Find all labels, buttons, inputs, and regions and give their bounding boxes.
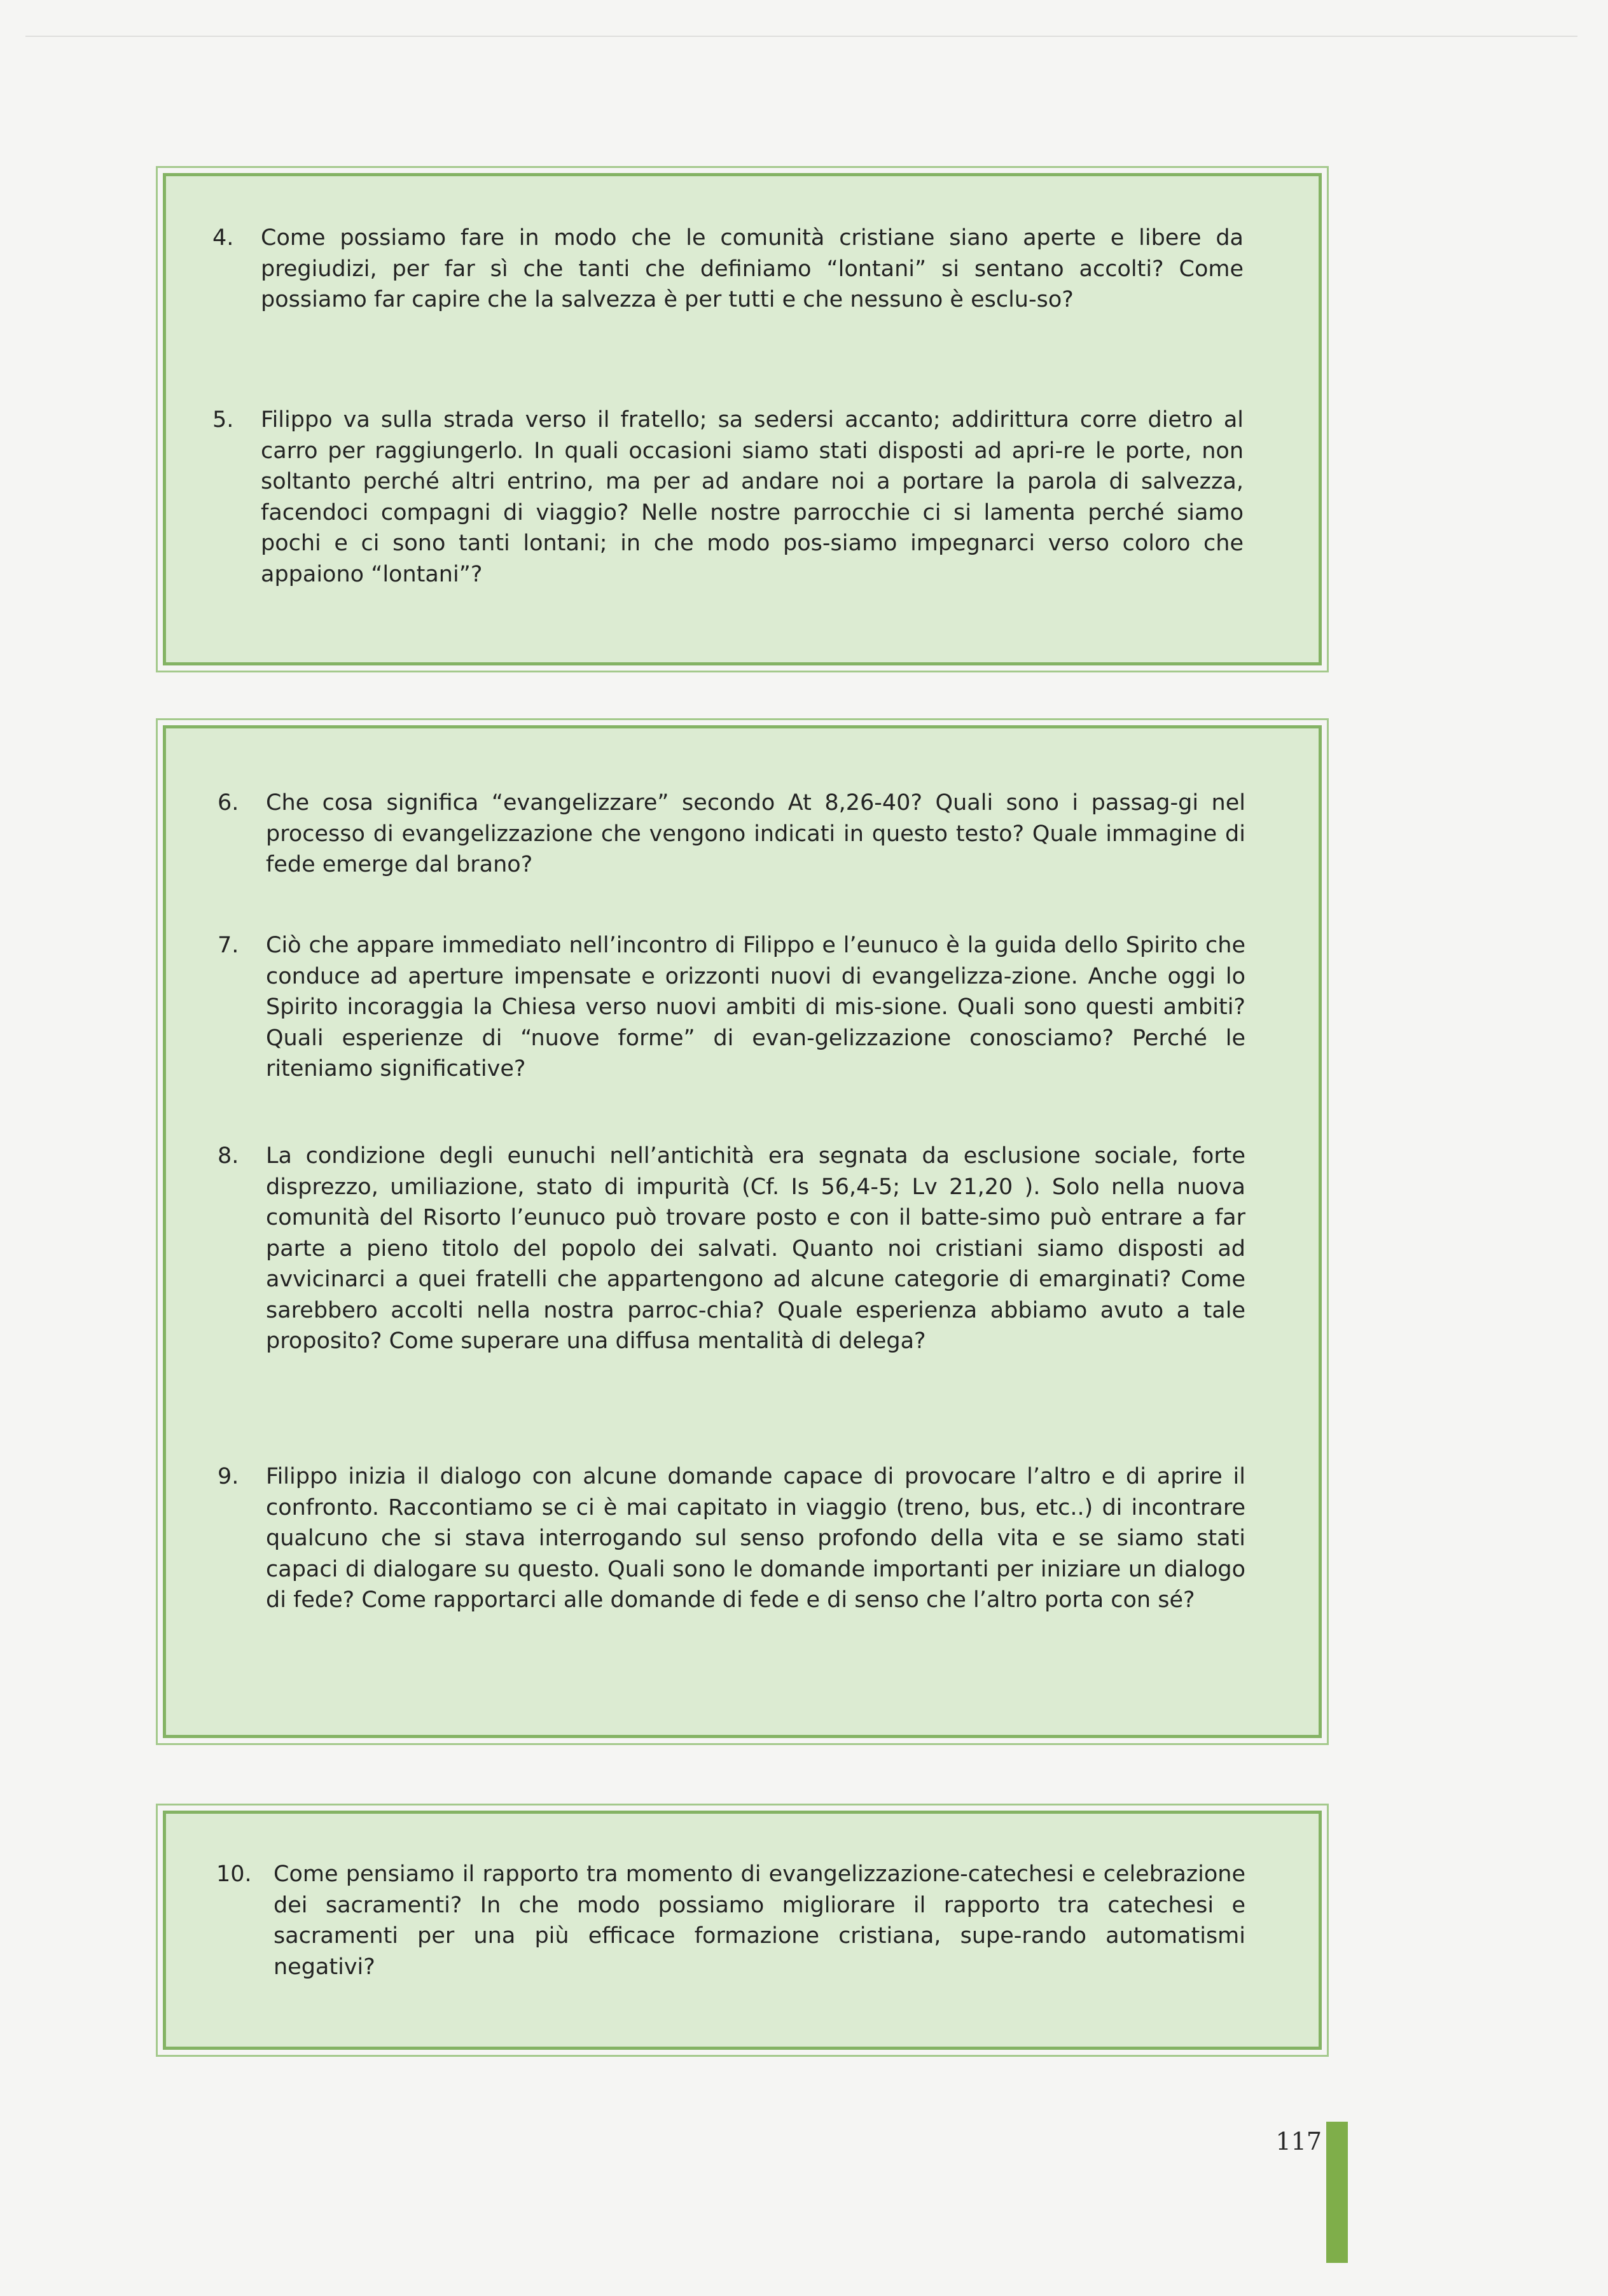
top-rule: [25, 36, 1577, 37]
question-number: 6.: [218, 790, 239, 816]
question-text: Che cosa significa “evangelizzare” secondo At 8,26-40? Quali sono i passag-gi nel processo di evangelizzazione che vengono indicati in questo testo? Quale immagine di fede emerge dal brano?: [266, 790, 1245, 877]
question-6: [218, 788, 1245, 880]
question-text: Come possiamo fare in modo che le comunità cristiane siano aperte e libere da pregiudizi, per far sì che tanti che definiamo “lontani” si sentano accolti? Come possiamo far capire che la salvezza è per tutti e che nessuno è esclu-so?: [261, 225, 1244, 312]
question-number: 7.: [218, 933, 239, 958]
question-number: 8.: [218, 1143, 239, 1169]
question-8: [218, 1141, 1245, 1357]
question-text: Filippo va sulla strada verso il fratello; sa sedersi accanto; addirittura corre dietro al carro per raggiungerlo. In quali occasioni siamo stati disposti ad apri-re le porte, non soltanto perché altri entrino, ma per ad andare noi a portare la parola di salvezza, facendoci compagni di viaggio? Nelle nostre parrocchie ci si lamenta perché siamo pochi e ci sono tanti lontani; in che modo pos-siamo impegnarci verso coloro che appaiono “lontani”?: [261, 407, 1244, 587]
question-7: [218, 930, 1245, 1085]
question-5: [212, 405, 1244, 590]
question-text: Come pensiamo il rapporto tra momento di evangelizzazione-catechesi e celebrazione dei sacramenti? In che modo possiamo migliorare il rapporto tra catechesi e sacramenti per una più efficace formazione cristiana, supe-rando automatismi negativi?: [274, 1861, 1245, 1980]
question-text: Ciò che appare immediato nell’incontro di Filippo e l’eunuco è la guida dello Spirito che conduce ad aperture impensate e orizzonti nuovi di evangelizza-zione. Anche oggi lo Spirito incoraggia la Chiesa verso nuovi ambiti di mis-sione. Quali sono questi ambiti? Quali esperienze di “nuove forme” di evan-gelizzazione conosciamo? Perché le riteniamo significative?: [266, 933, 1245, 1082]
question-10: [216, 1859, 1245, 1982]
question-number: 9.: [218, 1464, 239, 1489]
question-number: 4.: [212, 225, 234, 251]
question-text: La condizione degli eunuchi nell’antichità era segnata da esclusione sociale, forte disprezzo, umiliazione, stato di impurità (Cf. Is 56,4-5; Lv 21,20 ). Solo nella nuova comunità del Risorto l’eunuco può trovare posto e con il batte-simo può entrare a far parte a pieno titolo del popolo dei salvati. Quanto noi cristiani siamo disposti ad avvicinarci a quei fratelli che appartengono ad alcune categorie di emarginati? Come sarebbero accolti nella nostra parroc-chia? Quale esperienza abbiamo avuto a tale proposito? Come superare una diffusa mentalità di delega?: [266, 1143, 1245, 1354]
question-4: [212, 223, 1244, 316]
page-tab-marker: [1326, 2122, 1348, 2263]
question-number: 10.: [216, 1861, 252, 1887]
question-9: [218, 1461, 1245, 1616]
question-number: 5.: [212, 407, 234, 433]
question-text: Filippo inizia il dialogo con alcune domande capace di provocare l’altro e di aprire il confronto. Raccontiamo se ci è mai capitato in viaggio (treno, bus, etc..) di incontrare qualcuno che si stava interrogando sul senso profondo della vita e se siamo stati capaci di dialogare su questo. Quali sono le domande importanti per iniziare un dialogo di fede? Come rapportarci alle domande di fede e di senso che l’altro porta con sé?: [266, 1464, 1245, 1613]
page-number: 117: [1275, 2127, 1322, 2155]
